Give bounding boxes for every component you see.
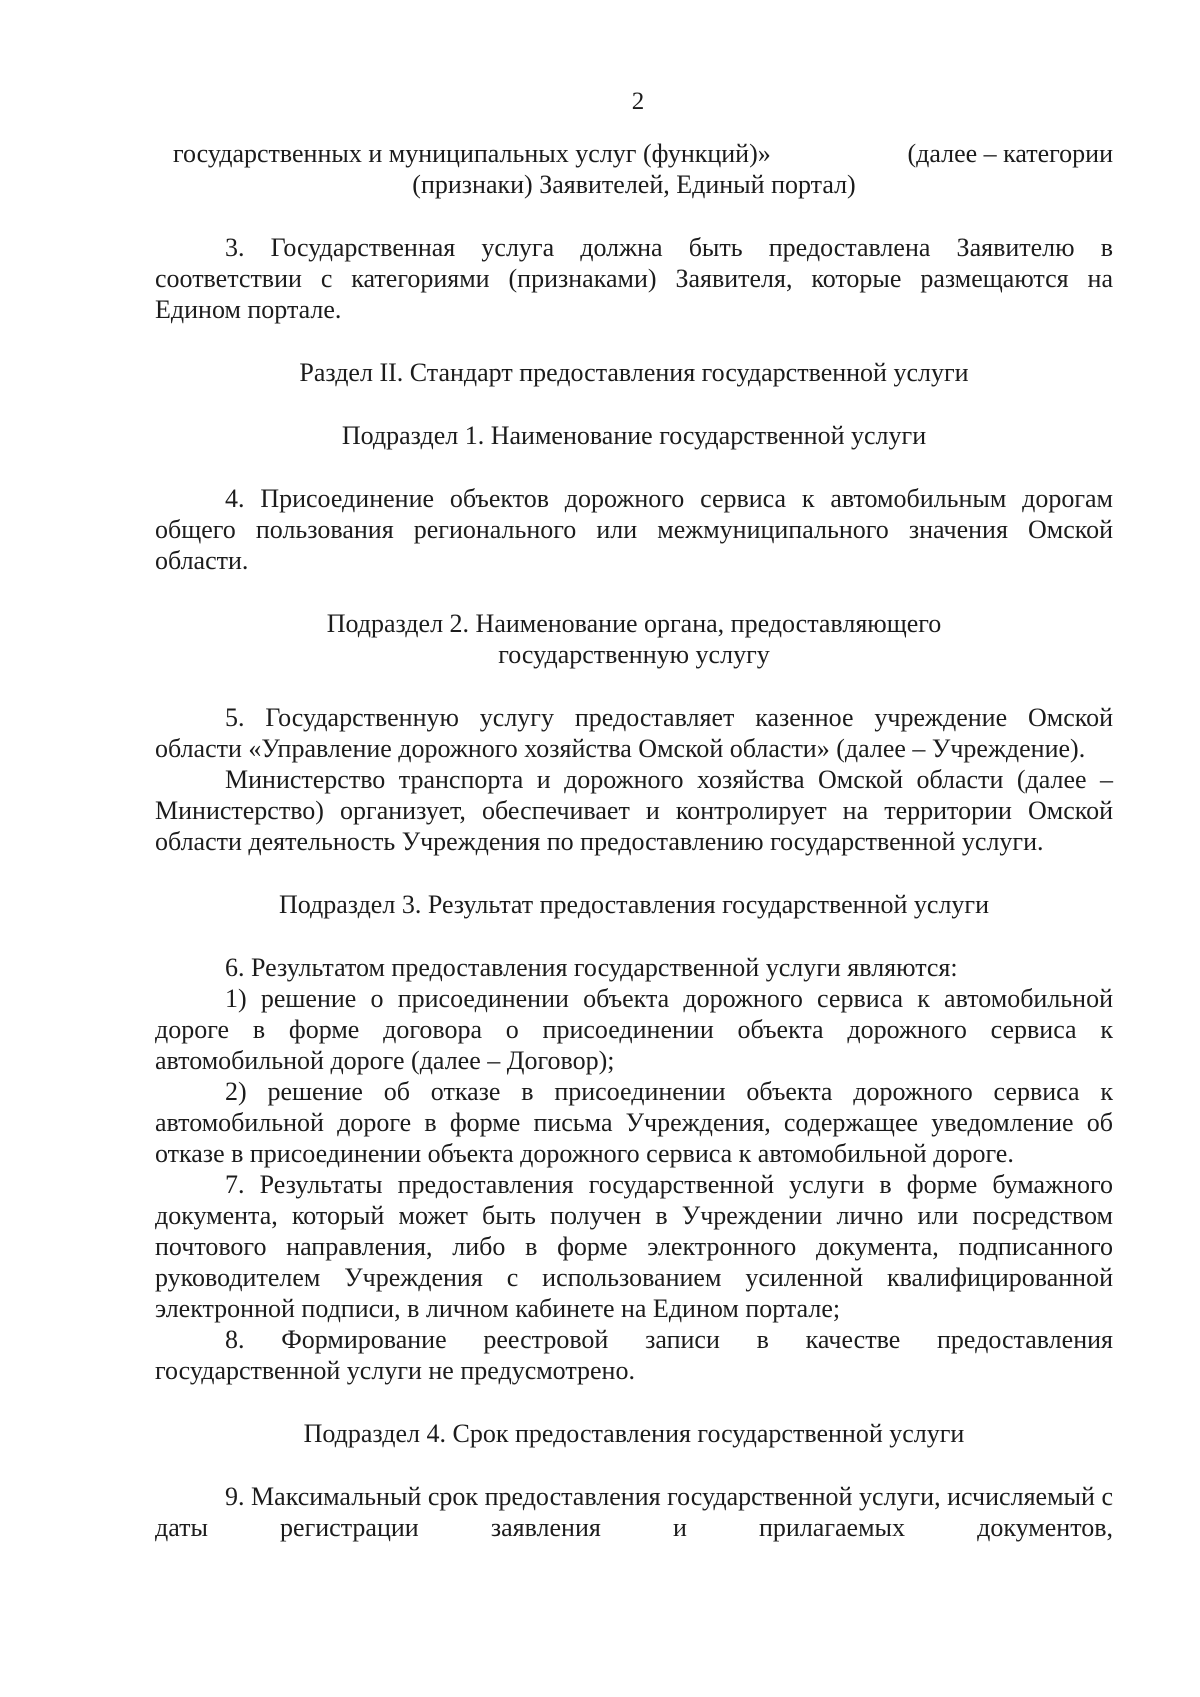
paragraph-5-ministry: Министерство транспорта и дорожного хозяйства Омской области (далее – Министерство) организует, обеспечивает и контролирует на территории Омской области деятельность Учреждения по предоставлению государственной услуги. xyxy=(155,765,1113,856)
subsection-1-heading: Подраздел 1. Наименование государственной услуги xyxy=(341,421,927,450)
paragraph-8: 8. Формирование реестровой записи в качестве предоставления государственной услуги не предусмотрено. xyxy=(155,1325,1113,1385)
intro-line-1-right: (далее – категории xyxy=(907,139,1113,168)
subsection-4-heading: Подраздел 4. Срок предоставления государственной услуги xyxy=(303,1419,965,1448)
intro-line-1 xyxy=(155,138,1113,169)
page-number: 2 xyxy=(631,88,645,115)
paragraph-7: 7. Результаты предоставления государственной услуги в форме бумажного документа, который может быть получен в Учреждении лично или посредством почтового направления, либо в форме электронного документа, подписанного руководителем Учреждения с использованием усиленной квалифицированной электронной подписи, в личном кабинете на Едином портале; xyxy=(155,1170,1113,1323)
section-2-heading: Раздел II. Стандарт предоставления государственной услуги xyxy=(299,358,969,387)
paragraph-3: 3. Государственная услуга должна быть предоставлена Заявителю в соответствии с категориями (признаками) Заявителя, которые размещаются на Едином портале. xyxy=(155,233,1113,324)
intro-line-1-left: государственных и муниципальных услуг (функций)» xyxy=(173,139,771,168)
subsection-3-heading: Подраздел 3. Результат предоставления государственной услуги xyxy=(278,890,990,919)
paragraph-9: 9. Максимальный срок предоставления государственной услуги, исчисляемый с даты регистрации заявления и прилагаемых документов, xyxy=(155,1482,1113,1542)
subsection-2-heading-line-1: Подраздел 2. Наименование органа, предоставляющего xyxy=(326,609,942,638)
paragraph-4: 4. Присоединение объектов дорожного сервиса к автомобильным дорогам общего пользования регионального или межмуниципального значения Омской области. xyxy=(155,484,1113,575)
paragraph-6: 6. Результатом предоставления государственной услуги являются: xyxy=(225,953,958,982)
paragraph-6-item-1: 1) решение о присоединении объекта дорожного сервиса к автомобильной дороге в форме договора о присоединении объекта дорожного сервиса к автомобильной дороге (далее – Договор); xyxy=(155,984,1113,1075)
paragraph-5: 5. Государственную услугу предоставляет казенное учреждение Омской области «Управление дорожного хозяйства Омской области» (далее – Учреждение). xyxy=(155,703,1113,763)
subsection-2-heading-line-2: государственную услугу xyxy=(498,640,770,669)
document-body xyxy=(155,138,1113,1543)
intro-line-2: (признаки) Заявителей, Единый портал) xyxy=(412,170,856,199)
paragraph-6-item-2: 2) решение об отказе в присоединении объекта дорожного сервиса к автомобильной дороге в форме письма Учреждения, содержащее уведомление об отказе в присоединении объекта дорожного сервиса к автомобильной дороге. xyxy=(155,1077,1113,1168)
